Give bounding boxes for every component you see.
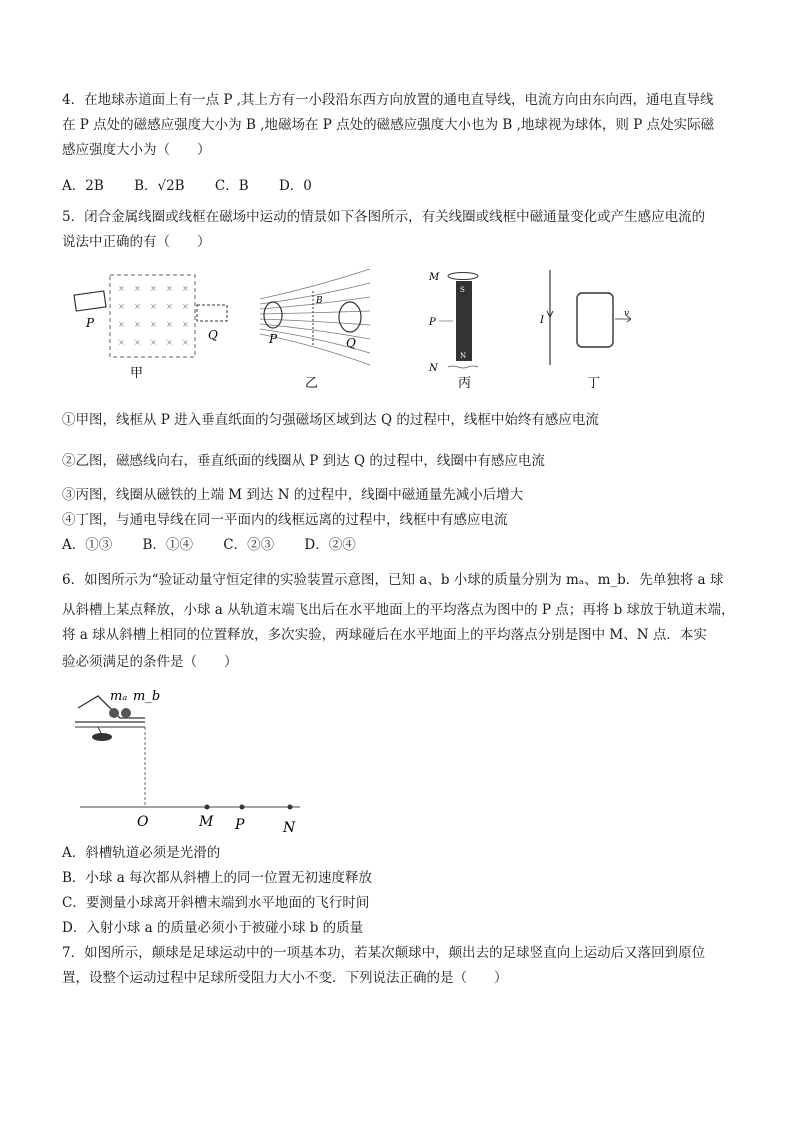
jia-frame-q	[197, 305, 227, 321]
svg-text:×: ×	[182, 338, 189, 347]
bing-coil-bottom	[448, 366, 478, 368]
jia-frame-p	[74, 291, 106, 311]
svg-text:×: ×	[134, 338, 141, 347]
svg-text:×: ×	[166, 338, 173, 347]
q6-option-c: C．要测量小球离开斜槽末端到水平地面的飞行时间	[62, 895, 370, 911]
point-p	[240, 805, 245, 810]
q5-statement-1: ①甲图，线框从 P 进入垂直纸面的匀强磁场区域到达 Q 的过程中，线框中始终有感应电流	[62, 412, 599, 428]
point-n	[288, 805, 293, 810]
svg-text:×: ×	[182, 302, 189, 311]
figure-bing	[423, 265, 513, 390]
yi-coil-q	[339, 302, 361, 332]
bing-label-n: N	[429, 363, 438, 374]
label-o: O	[137, 814, 149, 830]
q4-options	[62, 176, 338, 196]
ding-label-i: I	[540, 315, 544, 326]
ding-label-v: v	[624, 309, 630, 319]
q6-line-1: 6．如图所示为“验证动量守恒定律的实验装置示意图，已知 a、b 小球的质量分别为 mₐ、m_b．先单独将 a 球	[62, 572, 724, 588]
label-mb: m_b	[133, 689, 161, 704]
q5-option-d: D．②④	[304, 537, 356, 553]
svg-text:×: ×	[150, 338, 157, 347]
bing-coil-top	[448, 273, 478, 280]
yi-caption: 乙	[305, 376, 319, 390]
q6-option-b: B．小球 a 每次都从斜槽上的同一位置无初速度释放	[62, 870, 373, 886]
svg-text:×: ×	[118, 320, 125, 329]
svg-text:×: ×	[166, 302, 173, 311]
ding-caption: 丁	[587, 376, 601, 390]
ball-a	[109, 708, 119, 718]
svg-text:×: ×	[182, 320, 189, 329]
jia-label-q: Q	[208, 328, 218, 342]
svg-text:×: ×	[118, 284, 125, 293]
svg-text:×: ×	[134, 284, 141, 293]
q5-statement-4: ④丁图，与通电导线在同一平面内的线框远离的过程中，线框中有感应电流	[62, 512, 508, 528]
q4-option-d: D．0	[278, 178, 312, 194]
bing-caption: 丙	[458, 376, 472, 390]
svg-text:×: ×	[166, 284, 173, 293]
jia-caption: 甲	[130, 366, 144, 381]
label-m: M	[199, 814, 214, 830]
q4-option-a: A．2B	[62, 178, 104, 194]
svg-text:×: ×	[134, 302, 141, 311]
bing-pole-n: N	[460, 352, 467, 360]
jia-label-p: P	[86, 316, 95, 330]
svg-text:×: ×	[150, 302, 157, 311]
point-m	[205, 805, 210, 810]
q5-line-1: 5．闭合金属线圈或线框在磁场中运动的情景如下各图所示，有关线圈或线框中磁通量变化或产生感应电流的	[62, 209, 706, 225]
svg-text:×: ×	[150, 320, 157, 329]
q4-line-2: 在 P 点处的磁感应强度大小为 B ,地磁场在 P 点处的磁感应强度大小也为 B ,地球视为球体，则 P 点处实际磁	[62, 117, 715, 133]
ball-b	[121, 708, 131, 718]
label-ma: mₐ	[110, 689, 128, 704]
q7-line-2: 置，设整个运动过程中足球所受阻力大小不变．下列说法正确的是（ ）	[62, 970, 508, 986]
yi-label-p: P	[269, 332, 278, 346]
svg-text:×: ×	[118, 302, 125, 311]
svg-text:×: ×	[118, 338, 125, 347]
q6-option-d: D．入射小球 a 的质量必须小于被碰小球 b 的质量	[62, 920, 364, 936]
q4-line-1: 4．在地球赤道面上有一点 P ,其上方有一小段沿东西方向放置的通电直导线，电流方向由东向西，通电直导线	[62, 92, 714, 108]
q6-line-2: 从斜槽上某点释放，小球 a 从轨道末端飞出后在水平地面上的平均落点为图中的 P 点；再将 b 球放于轨道末端，	[62, 602, 735, 618]
q5-line-2: 说法中正确的有（ ）	[62, 234, 211, 250]
label-n: N	[283, 820, 296, 835]
q7-line-1: 7．如图所示，颠球是足球运动中的一项基本功，若某次颠球中，颠出去的足球竖直向上运动后又落回到原位	[62, 945, 706, 961]
bing-label-p: P	[429, 317, 436, 328]
yi-label-q: Q	[346, 336, 356, 350]
yi-label-b: B	[316, 296, 323, 306]
q5-statement-3: ③丙图，线圈从磁铁的上端 M 到达 N 的过程中，线圈中磁通量先减小后增大	[62, 487, 524, 503]
svg-text:×: ×	[150, 284, 157, 293]
figure-yi	[255, 265, 380, 390]
q6-line-4: 验必须满足的条件是（ ）	[62, 654, 238, 670]
q5-option-b: B．①④	[142, 537, 193, 553]
figure-jia	[70, 265, 260, 385]
q4-option-b: B．√2B	[134, 178, 185, 194]
svg-text:×: ×	[182, 284, 189, 293]
q6-option-a: A．斜槽轨道必须是光滑的	[62, 845, 221, 861]
ding-frame	[577, 293, 613, 347]
q5-statement-2: ②乙图，磁感线向右，垂直纸面的线圈从 P 到达 Q 的过程中，线圈中有感应电流	[62, 453, 545, 469]
yi-field-lines	[260, 269, 370, 365]
bing-pole-s: S	[460, 286, 465, 294]
figure-momentum-apparatus	[70, 680, 310, 835]
yi-coil-p	[264, 302, 282, 328]
q6-line-3: 将 a 球从斜槽上相同的位置释放，多次实验，两球碰后在水平地面上的平均落点分别是图中 M、N 点．本实	[62, 627, 707, 643]
figure-ding	[535, 265, 645, 390]
q5-option-a: A．①③	[62, 537, 113, 553]
q5-options	[62, 535, 382, 555]
q5-option-c: C．②③	[223, 537, 275, 553]
q4-option-c: C．B	[214, 178, 249, 194]
jia-field-crosses	[118, 284, 189, 347]
svg-text:×: ×	[134, 320, 141, 329]
svg-text:×: ×	[166, 320, 173, 329]
bing-label-m: M	[429, 272, 440, 283]
q4-line-3: 感应强度大小为（ ）	[62, 142, 211, 158]
label-p: P	[235, 817, 245, 833]
